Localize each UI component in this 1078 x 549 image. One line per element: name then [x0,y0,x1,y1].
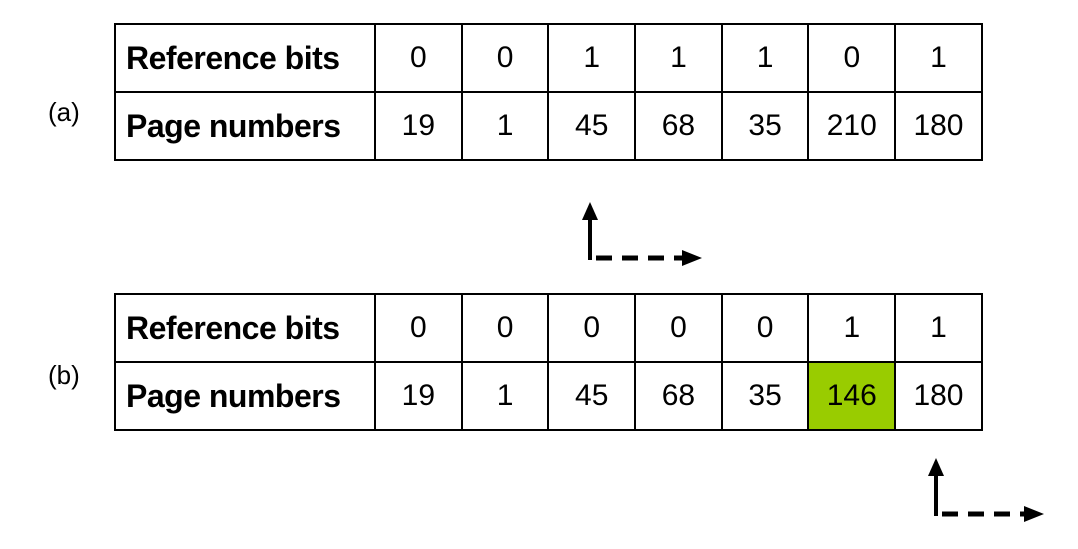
reference-bit-cell: 0 [548,294,635,362]
row-header: Reference bits [115,294,375,362]
reference-bit-cell: 0 [808,24,895,92]
reference-bits-row [115,24,982,92]
page-number-cell: 210 [808,92,895,160]
dashed-right-arrow-icon [596,250,702,266]
clock-hand-pointer-a [570,200,710,270]
page-number-cell: 1 [462,362,549,430]
reference-bit-cell: 0 [462,24,549,92]
reference-bit-cell: 0 [375,24,462,92]
page-number-cell: 45 [548,362,635,430]
up-arrow-icon [928,458,944,516]
reference-bit-cell: 0 [462,294,549,362]
page-number-cell: 45 [548,92,635,160]
page-number-cell: 180 [895,362,982,430]
reference-bit-cell: 0 [635,294,722,362]
reference-bit-cell: 1 [895,294,982,362]
reference-bit-cell: 0 [722,294,809,362]
panel-b-label: (b) [48,360,80,390]
row-header: Page numbers [115,92,375,160]
reference-bits-row [115,294,982,362]
reference-bit-cell: 1 [635,24,722,92]
clock-hand-pointer-b [922,458,1062,528]
page-number-cell: 180 [895,92,982,160]
panel-a-table [114,23,983,161]
page-number-cell: 68 [635,92,722,160]
reference-bit-cell: 0 [375,294,462,362]
page-number-cell: 35 [722,92,809,160]
reference-bit-cell: 1 [808,294,895,362]
reference-bit-cell: 1 [895,24,982,92]
dashed-right-arrow-icon [942,506,1044,522]
page-number-cell: 1 [462,92,549,160]
reference-bit-cell: 1 [722,24,809,92]
page-numbers-row [115,362,982,430]
reference-bit-cell: 1 [548,24,635,92]
replaced-page-cell: 146 [808,362,895,430]
page-number-cell: 19 [375,362,462,430]
page-number-cell: 19 [375,92,462,160]
up-arrow-icon [582,202,598,260]
page-number-cell: 68 [635,362,722,430]
panel-b-table [114,293,983,431]
panel-a-label: (a) [48,97,80,127]
row-header: Reference bits [115,24,375,92]
row-header: Page numbers [115,362,375,430]
page-number-cell: 35 [722,362,809,430]
page-numbers-row [115,92,982,160]
